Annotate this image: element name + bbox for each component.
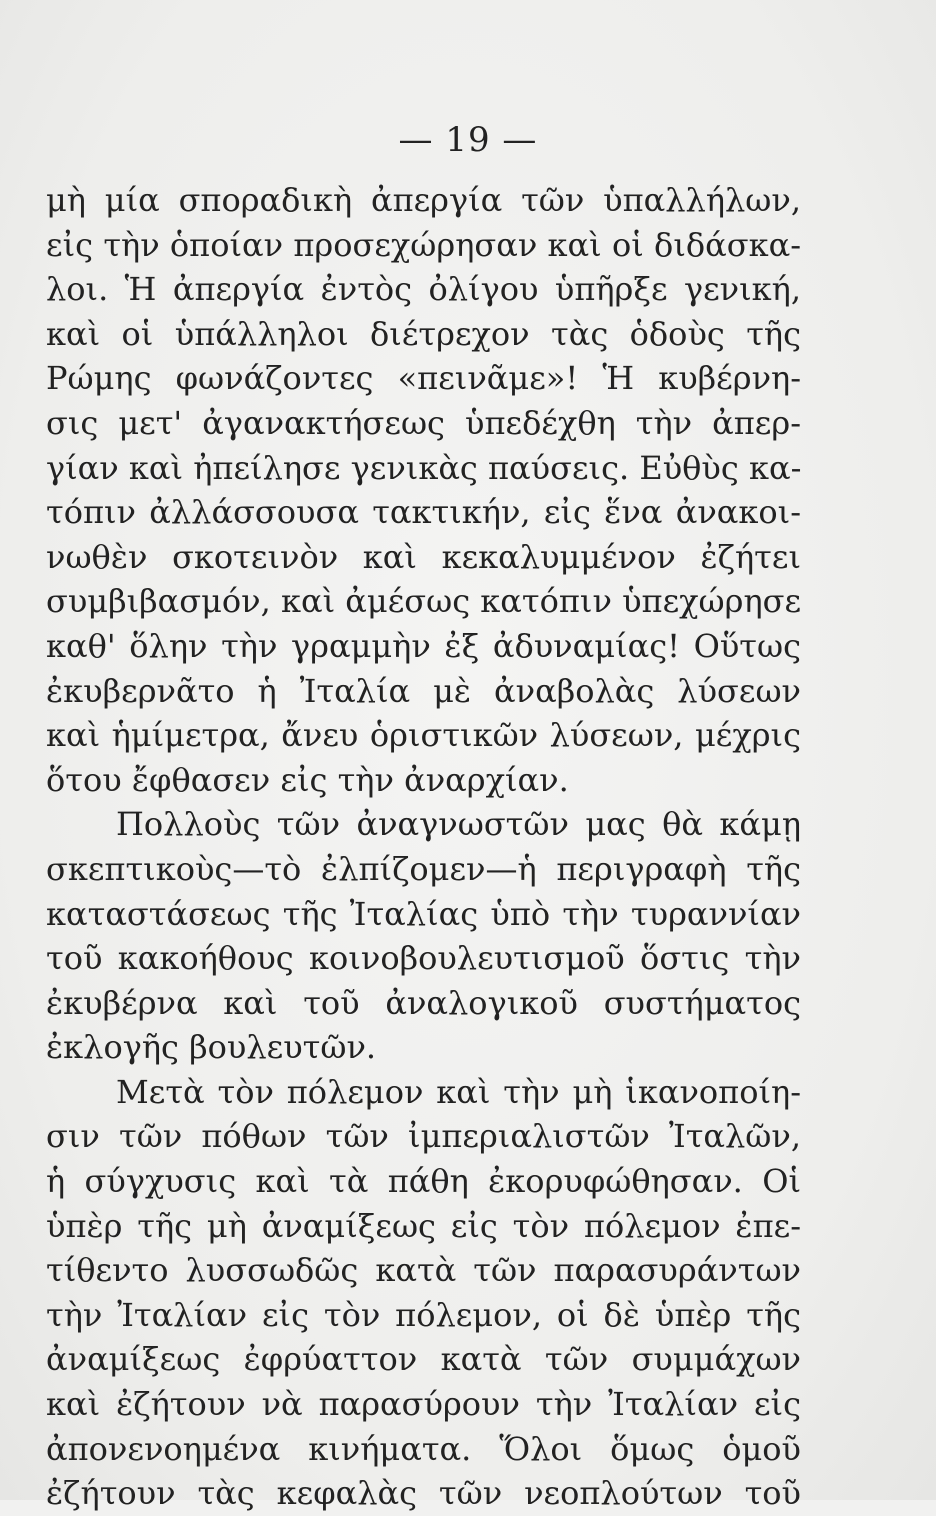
text-line: ἐζήτουν τὰς κεφαλὰς τῶν νεοπλούτων τοῦ [46,1474,801,1513]
text-line: ἀναμίξεως ἐφρύαττον κατὰ τῶν συμμάχων [46,1340,801,1379]
text-line: εἰς τὴν ὁποίαν προσεχώρησαν καὶ οἱ διδάσκα- [46,225,801,264]
text-line: καὶ ἐζήτουν νὰ παρασύρουν τὴν Ἰταλίαν εἰς [46,1385,801,1424]
text-line: καταστάσεως τῆς Ἰταλίας ὑπὸ τὴν τυραννίαν [46,894,801,933]
text-line: μὴ μία σποραδικὴ ἀπεργία τῶν ὑπαλλήλων, [46,181,801,219]
text-line: τόπιν ἀλλάσσουσα τακτικήν, εἰς ἕνα ἀνακοι- [46,493,801,532]
page-number: — 19 — [398,120,538,160]
text-line: ἡ σύγχυσις καὶ τὰ πάθη ἐκορυφώθησαν. Οἱ [46,1162,801,1201]
text-line: σις μετ' ἀγανακτήσεως ὑπεδέχθη τὴν ἀπερ- [46,403,801,442]
text-line: ἐκυβέρνα καὶ τοῦ ἀναλογικοῦ συστήματος [46,983,801,1022]
text-line: τίθεντο λυσσωδῶς κατὰ τῶν παρασυράντων [46,1251,801,1290]
text-line: καθ' ὅλην τὴν γραμμὴν ἐξ ἀδυναμίας! Οὕτως [46,626,801,665]
text-line: Πολλοὺς τῶν ἀναγνωστῶν μας θὰ κάμῃ [116,805,801,844]
text-line: ἐκυβερνᾶτο ἡ Ἰταλία μὲ ἀναβολὰς λύσεων [46,671,801,710]
text-line: καὶ ἡμίμετρα, ἄνευ ὁριστικῶν λύσεων, μέχρις [46,716,801,755]
text-line: τοῦ κακοήθους κοινοβουλευτισμοῦ ὅστις τὴν [46,939,801,978]
text-line: καὶ οἱ ὑπάλληλοι διέτρεχον τὰς ὁδοὺς τῆς [46,314,801,353]
text-line: ὅτου ἔφθασεν εἰς τὴν ἀναρχίαν. [46,760,569,799]
text-line: τὴν Ἰταλίαν εἰς τὸν πόλεμον, οἱ δὲ ὑπὲρ τῆς [46,1295,801,1334]
text-line: νωθὲν σκοτεινὸν καὶ κεκαλυμμένον ἐζήτει [46,537,801,576]
text-line: σκεπτικοὺς—τὸ ἐλπίζομεν—ἡ περιγραφὴ τῆς [46,849,801,888]
text-line: ὑπὲρ τῆς μὴ ἀναμίξεως εἰς τὸν πόλεμον ἐπε- [46,1206,801,1245]
text-line: συμβιβασμόν, καὶ ἀμέσως κατόπιν ὑπεχώρησε [46,582,801,621]
text-line: ἐκλογῆς βουλευτῶν. [46,1028,377,1067]
text-line: σιν τῶν πόθων τῶν ἰμπεριαλιστῶν Ἰταλῶν, [46,1117,801,1156]
text-line: ἀπονενοημένα κινήματα. Ὅλοι ὅμως ὁμοῦ [46,1429,801,1468]
text-line: Μετὰ τὸν πόλεμον καὶ τὴν μὴ ἱκανοποίη- [116,1072,801,1111]
body-text [46,178,801,1516]
text-line: Ρώμης φωνάζοντες «πεινᾶμε»! Ἡ κυβέρνη- [46,359,801,398]
text-line: λοι. Ἡ ἀπεργία ἐντὸς ὀλίγου ὑπῆρξε γενική, [46,270,801,309]
text-line: γίαν καὶ ἠπείλησε γενικὰς παύσεις. Εὐθὺς κα- [46,448,801,487]
